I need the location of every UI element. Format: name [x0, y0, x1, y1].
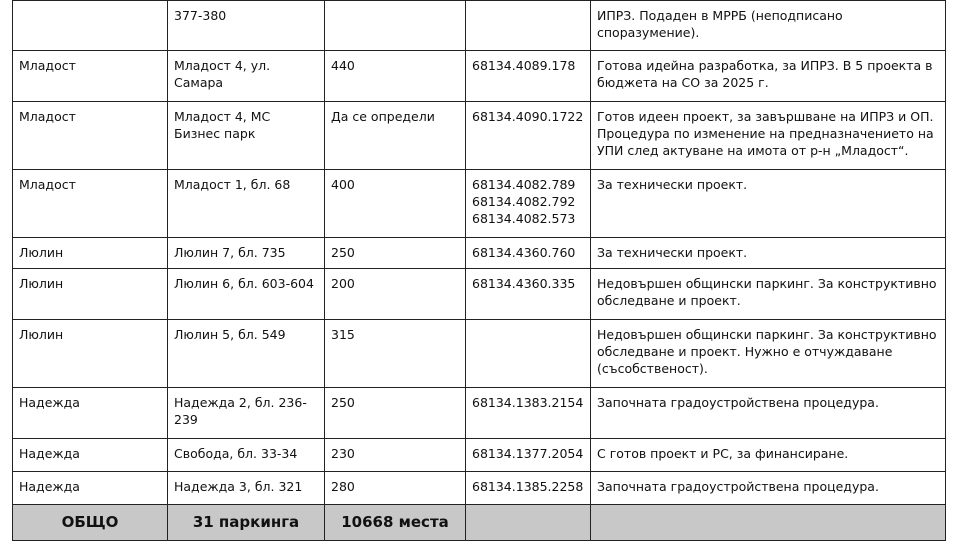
note-cell: Започната градоустройствена процедура.: [591, 472, 946, 505]
location-cell: Люлин 7, бл. 735: [168, 238, 325, 269]
parking-table-body: [13, 1, 946, 541]
district-cell: Надежда: [13, 439, 168, 472]
cadastral-id: 68134.4082.792: [472, 194, 576, 209]
location-cell: Младост 1, бл. 68: [168, 170, 325, 238]
cadastral-id: 68134.4082.789: [472, 177, 576, 192]
spaces-cell: 200: [325, 269, 466, 320]
cadastral-id-cell: [466, 1, 591, 51]
district-cell: Младост: [13, 102, 168, 170]
note-cell: ИПРЗ. Подаден в МРРБ (неподписано споразумение).: [591, 1, 946, 51]
location-cell: Надежда 2, бл. 236-239: [168, 388, 325, 439]
cadastral-id: 68134.4360.335: [472, 276, 576, 291]
spaces-cell: 250: [325, 388, 466, 439]
spaces-cell: 315: [325, 320, 466, 388]
cadastral-id-cell: [466, 388, 591, 439]
cadastral-id-cell: [466, 472, 591, 505]
note-cell: Започната градоустройствена процедура.: [591, 388, 946, 439]
table-row: [13, 320, 946, 388]
district-cell: Младост: [13, 170, 168, 238]
cadastral-id: 68134.1385.2258: [472, 479, 584, 494]
spaces-cell: 230: [325, 439, 466, 472]
location-cell: Младост 4, МС Бизнес парк: [168, 102, 325, 170]
note-cell: Недовършен общински паркинг. За конструктивно обследване и проект.: [591, 269, 946, 320]
note-cell: За технически проект.: [591, 238, 946, 269]
note-cell: С готов проект и РС, за финансиране.: [591, 439, 946, 472]
spaces-cell: 280: [325, 472, 466, 505]
table-row: [13, 1, 946, 51]
note-cell: Готова идейна разработка, за ИПРЗ. В 5 проекта в бюджета на СО за 2025 г.: [591, 51, 946, 102]
cadastral-id-cell: [466, 320, 591, 388]
table-row: [13, 472, 946, 505]
district-cell: Надежда: [13, 388, 168, 439]
parking-table: [12, 0, 946, 541]
cadastral-id: 68134.4089.178: [472, 58, 576, 73]
location-cell: Люлин 6, бл. 603-604: [168, 269, 325, 320]
location-cell: Люлин 5, бл. 549: [168, 320, 325, 388]
spaces-cell: Да се определи: [325, 102, 466, 170]
cadastral-id: 68134.4082.573: [472, 211, 576, 226]
location-cell: Свобода, бл. 33-34: [168, 439, 325, 472]
total-note-cell: [591, 505, 946, 541]
spaces-cell: 440: [325, 51, 466, 102]
district-cell: [13, 1, 168, 51]
table-row: [13, 170, 946, 238]
cadastral-id: 68134.4360.760: [472, 245, 576, 260]
district-cell: Люлин: [13, 269, 168, 320]
cadastral-id: 68134.1377.2054: [472, 446, 584, 461]
table-row: [13, 388, 946, 439]
location-cell: Младост 4, ул. Самара: [168, 51, 325, 102]
total-spaces: 10668 места: [325, 505, 466, 541]
cadastral-id: 68134.4090.1722: [472, 109, 584, 124]
total-label: ОБЩО: [13, 505, 168, 541]
spaces-cell: 400: [325, 170, 466, 238]
cadastral-id-cell: [466, 439, 591, 472]
cadastral-id-cell: [466, 170, 591, 238]
total-row: [13, 505, 946, 541]
district-cell: Люлин: [13, 320, 168, 388]
note-cell: Готов идеен проект, за завършване на ИПРЗ и ОП. Процедура по изменение на предназначението на УПИ след актуване на имота от р-н „Младост“.: [591, 102, 946, 170]
note-cell: За технически проект.: [591, 170, 946, 238]
table-row: [13, 51, 946, 102]
spaces-cell: 250: [325, 238, 466, 269]
district-cell: Надежда: [13, 472, 168, 505]
district-cell: Младост: [13, 51, 168, 102]
cadastral-id-cell: [466, 238, 591, 269]
cadastral-id: 68134.1383.2154: [472, 395, 584, 410]
total-ids-cell: [466, 505, 591, 541]
district-cell: Люлин: [13, 238, 168, 269]
note-cell: Недовършен общински паркинг. За конструктивно обследване и проект. Нужно е отчуждаване (съсобственост).: [591, 320, 946, 388]
spaces-cell: [325, 1, 466, 51]
location-cell: 377-380: [168, 1, 325, 51]
table-row: [13, 102, 946, 170]
table-row: [13, 238, 946, 269]
table-row: [13, 439, 946, 472]
table-row: [13, 269, 946, 320]
cadastral-id-cell: [466, 51, 591, 102]
total-parkings: 31 паркинга: [168, 505, 325, 541]
location-cell: Надежда 3, бл. 321: [168, 472, 325, 505]
cadastral-id-cell: [466, 269, 591, 320]
cadastral-id-cell: [466, 102, 591, 170]
